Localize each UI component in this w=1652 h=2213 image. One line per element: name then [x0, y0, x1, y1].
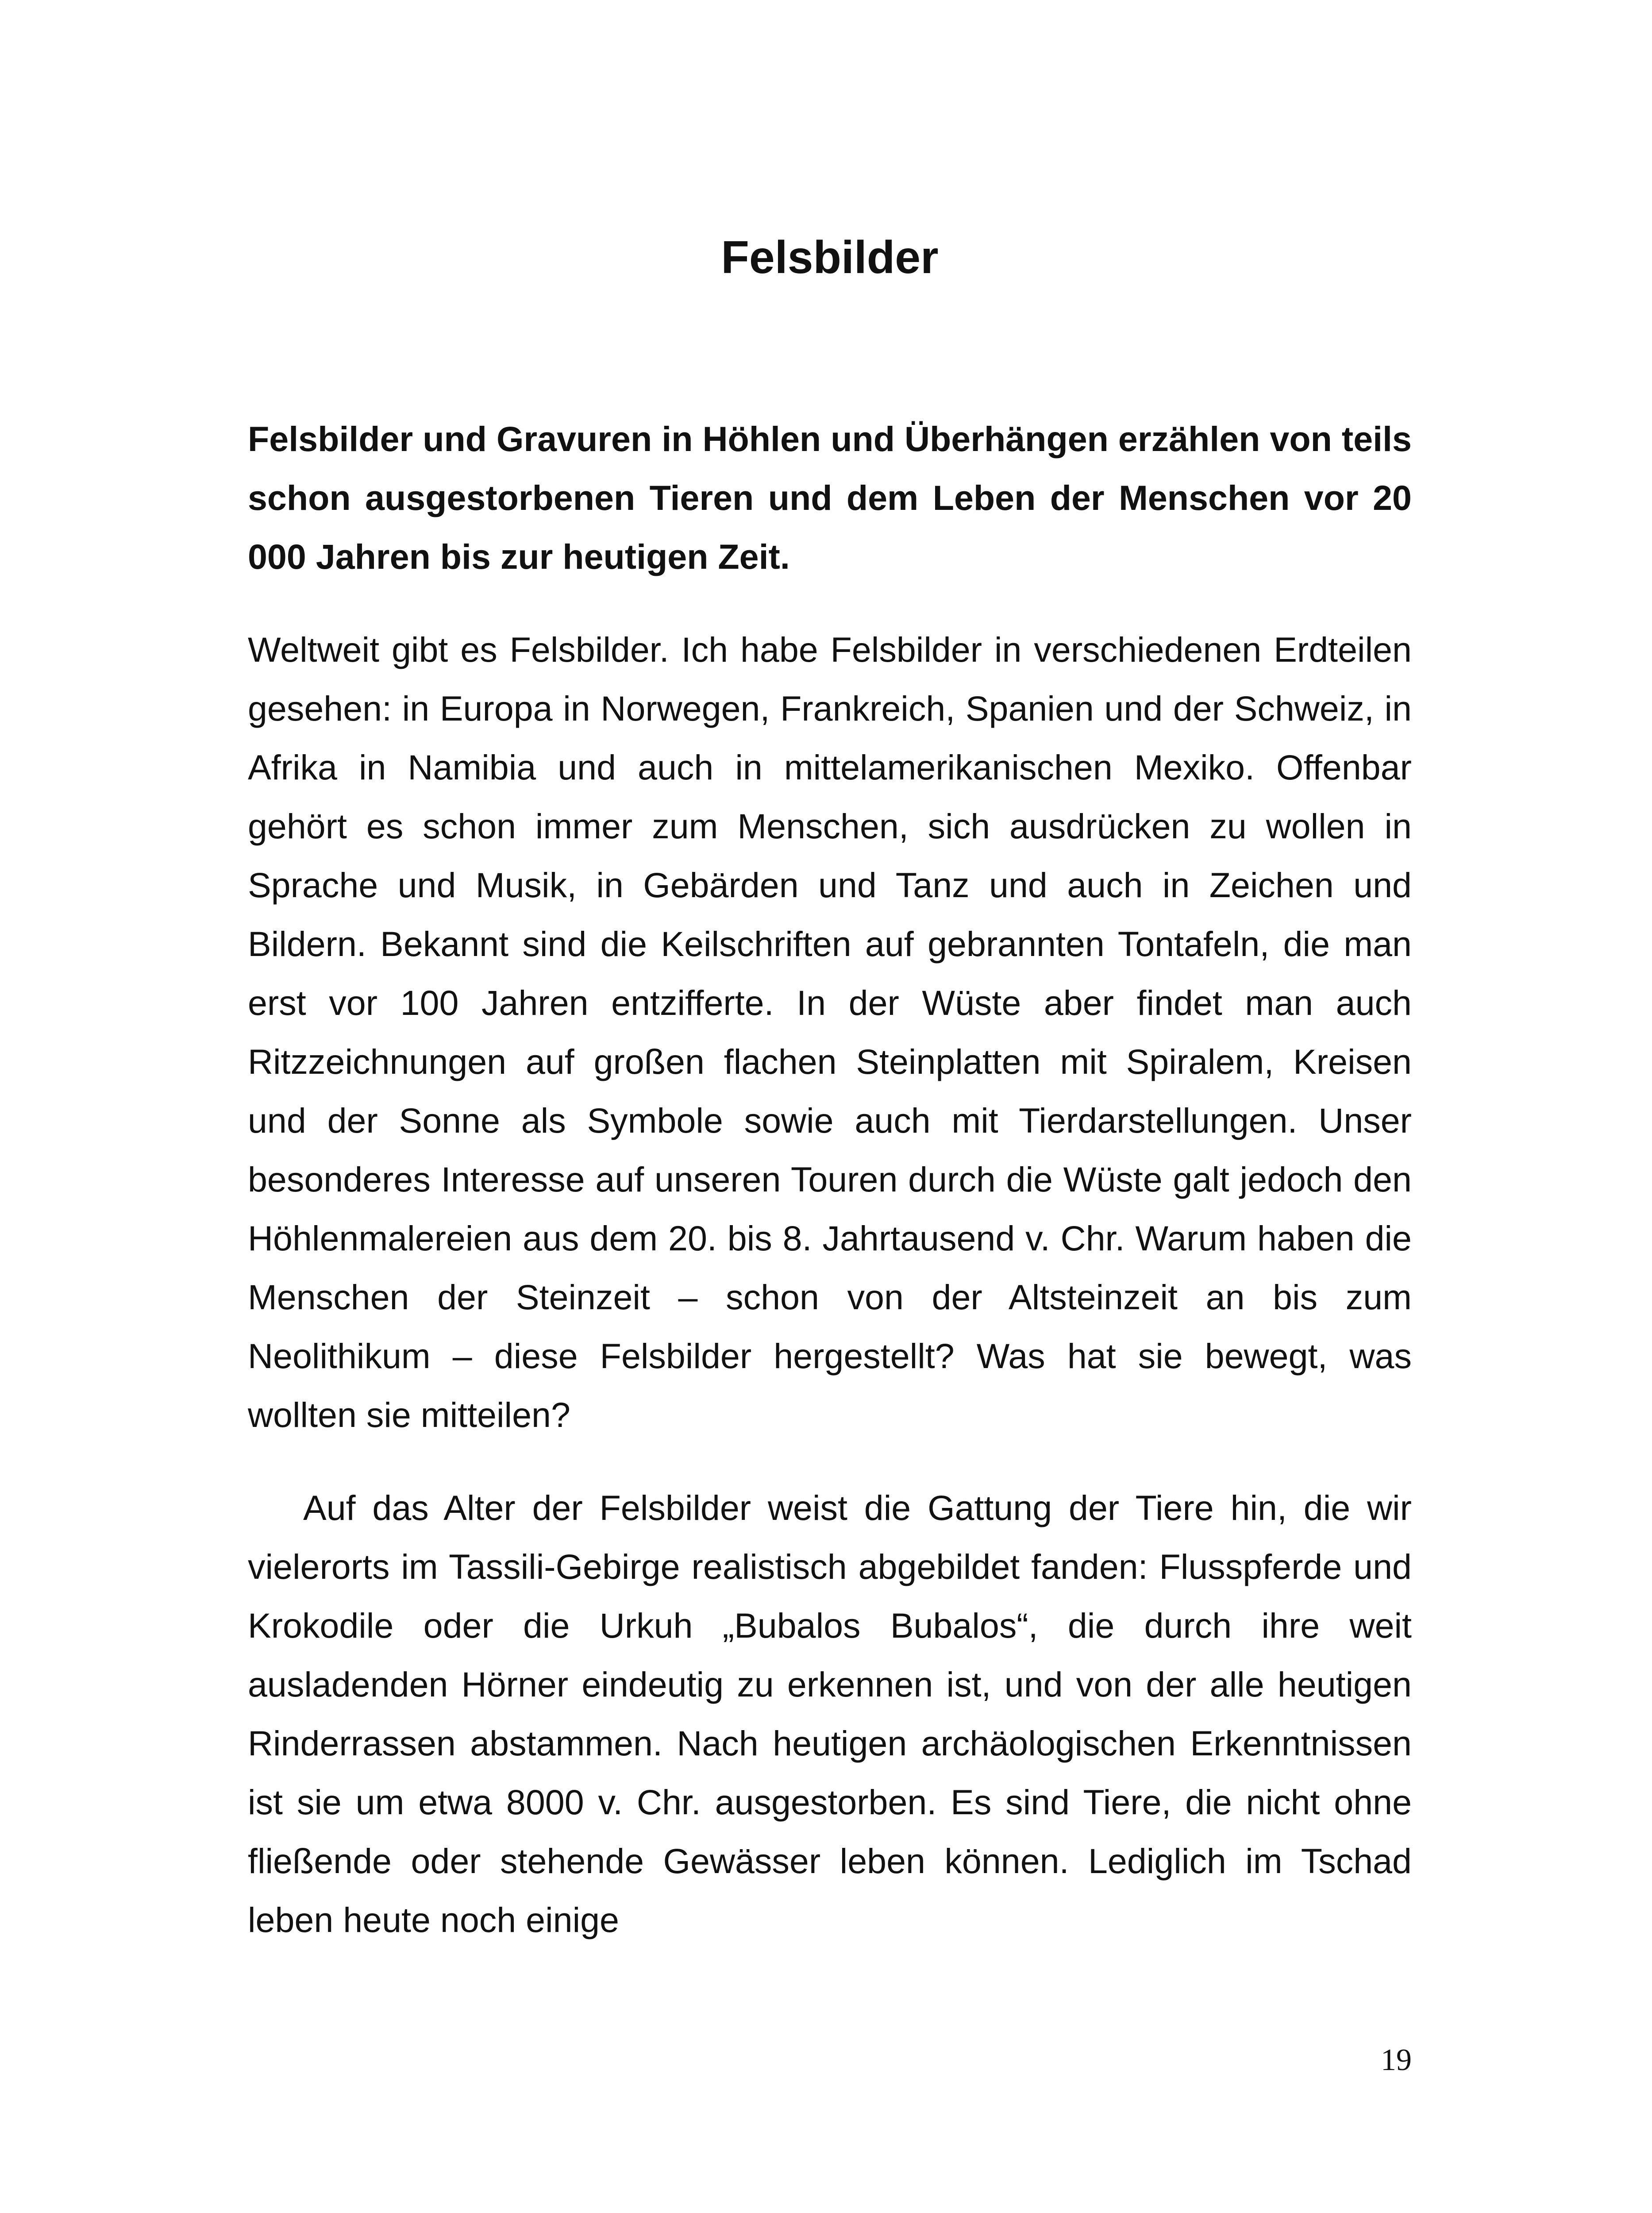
chapter-lead-paragraph: Felsbilder und Gravuren in Höhlen und Überhängen erzählen von teils schon ausgestorbenen Tieren und dem Leben der Menschen vor 20 000 Jahren bis zur heutigen Zeit. — [248, 419, 1412, 576]
body-paragraph-1: Weltweit gibt es Felsbilder. Ich habe Felsbilder in verschiedenen Erdteilen gesehen: in Europa in Norwegen, Frankreich, Spanien und der Schweiz, in Afrika in Namibia und auch in mittelamerikanischen Mexiko. Offenbar gehört es schon immer zum Menschen, sich ausdrücken zu wollen in Sprache und Musik, in Gebärden und Tanz und auch in Zeichen und Bildern. Bekannt sind die Keilschriften auf gebrannten Tontafeln, die man erst vor 100 Jahren entzifferte. In der Wüste aber findet man auch Ritzzeichnungen auf großen flachen Steinplatten mit Spiralem, Kreisen und der Sonne als Symbole sowie auch mit Tierdarstellungen. Unser besonderes Interesse auf unseren Touren durch die Wüste galt jedoch den Höhlenmalereien aus dem 20. bis 8. Jahrtausend v. Chr. Warum haben die Menschen der Steinzeit – schon von der Altsteinzeit an bis zum Neolithikum – diese Felsbilder hergestellt? Was hat sie bewegt, was wollten sie mitteilen? — [248, 629, 1412, 1434]
page-content — [248, 230, 1412, 1983]
chapter-title: Felsbilder — [721, 232, 939, 283]
body-paragraph-2: Auf das Alter der Felsbilder weist die Gattung der Tiere hin, die wir vielerorts im Tassili-Gebirge realistisch abgebildet fanden: Flusspferde und Krokodile oder die Urkuh „Bubalos Bubalos“, die durch ihre weit ausladenden Hörner eindeutig zu erkennen ist, und von der alle heutigen Rinderrassen abstammen. Nach heutigen archäologischen Erkenntnissen ist sie um etwa 8000 v. Chr. ausgestorben. Es sind Tiere, die nicht ohne fließende oder stehende Gewässer leben können. Lediglich im Tschad leben heute noch einige — [248, 1488, 1412, 1939]
page-number: 19 — [1381, 2043, 1412, 2077]
